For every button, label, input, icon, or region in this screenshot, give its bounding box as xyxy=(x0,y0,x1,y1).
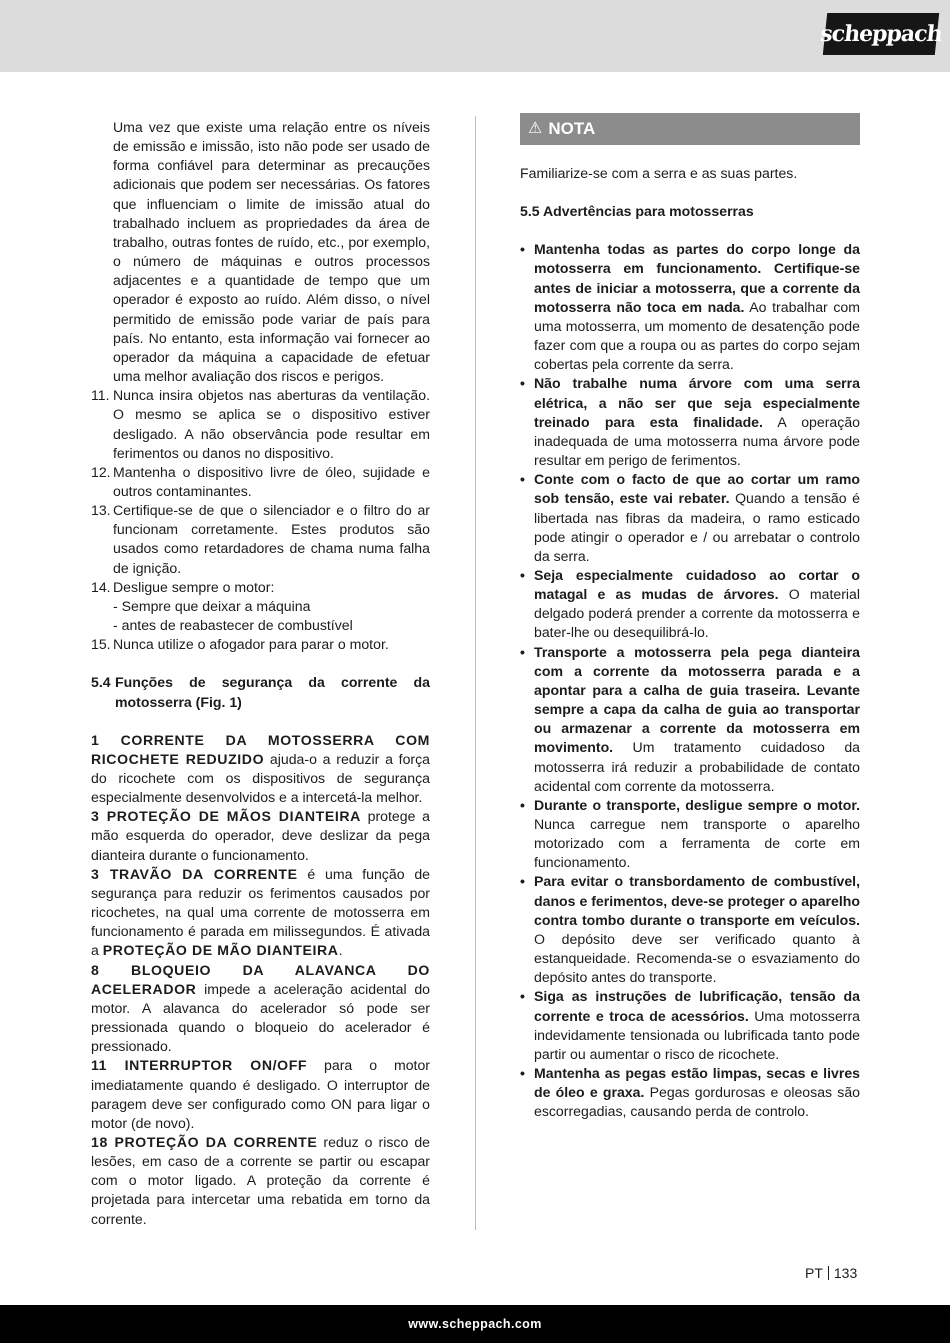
bullet-item: • Mantenha todas as partes do corpo longe da motosserra em funcionamento. Certifique-se antes de iniciar a motosserra, que a corrente da motosserra não toca em nada. Ao trabalhar com uma motosserra, um momento de desatenção pode fazer com que a roupa ou as partes do corpo sejam cobertas pela corrente da serra. xyxy=(520,241,860,373)
list-item-15: 15. Nunca utilize o afogador para parar o motor. xyxy=(91,636,389,653)
feature-paragraph: 3 PROTEÇÃO DE MÃOS DIANTEIRA protege a mão esquerda do operador, deve deslizar da pega dianteira durante o funcionamento. xyxy=(91,808,430,863)
bullet-item: • Para evitar o transbordamento de combustível, danos e ferimentos, deve-se proteger o aparelho contra tombo durante o transporte em veículos. O depósito deve ser verificado quanto à estanqueidade. Recomenda-se o esvaziamento do depósito antes do transporte. xyxy=(520,873,860,986)
list-item-12: 12. Mantenha o dispositivo livre de óleo, sujidade e outros contaminantes. xyxy=(91,463,430,499)
bullet-item: • Durante o transporte, desligue sempre o motor. Nunca carregue nem transporte o aparelho motorizado com a ferramenta de corte em funcionamento. xyxy=(520,796,860,871)
list-item-14: 14. Desligue sempre o motor: xyxy=(91,578,275,595)
bullet-item: • Seja especialmente cuidadoso ao cortar o matagal e as mudas de árvores. O material delgado poderá prender a corrente da motosserra e bater-lhe ou desequilibrá-lo. xyxy=(520,566,860,641)
bullet-item: • Transporte a motosserra pela pega dianteira com a corrente da motosserra parada e a apontar para a calha de guia traseira. Levante sempre a capa da calha de guia ao transportar ou armazenar a corrente da motosserra em movimento. Um tratamento cuidadoso da motosserra irá reduzir a probabilidade de contato acidental com corrente da motosserra. xyxy=(520,643,860,794)
header-bar xyxy=(0,0,950,72)
nota-label: NOTA xyxy=(548,119,596,139)
right-column xyxy=(520,118,860,1122)
list-item-13: 13. Certifique-se de que o silenciador e o filtro do ar funcionam corretamente. Estes produtos são usados como retardadores de chama numa falha de ignição. xyxy=(91,502,430,576)
section-heading-5-5: 5.5 Advertências para motosserras xyxy=(520,203,754,220)
feature-paragraph: 11 INTERRUPTOR ON/OFF para o motor imediatamente quando é desligado. O interruptor de paragem deve ser configurado como ON para ligar o motor (de novo). xyxy=(91,1057,430,1131)
nota-box xyxy=(520,113,860,145)
bullet-item: • Não trabalhe numa árvore com uma serra elétrica, a não ser que seja especialmente treinado para esta finalidade. A operação inadequada de uma motosserra numa árvore pode resultar em perigo de ferimentos. xyxy=(520,375,860,469)
bullet-item: • Conte com o facto de que ao cortar um ramo sob tensão, este vai rebater. Quando a tensão é libertada nas fibras da madeira, o ramo esticado pode atingir o operador e / ou arrebatar o controlo da serra. xyxy=(520,471,860,564)
bullet-item: • Mantenha as pegas estão limpas, secas e livres de óleo e graxa. Pegas gordurosas e oleosas são escorregadias, causando perda de controlo. xyxy=(520,1065,860,1120)
footer-bar xyxy=(0,1305,950,1343)
column-divider xyxy=(475,116,476,1230)
feature-paragraph: 8 BLOQUEIO DA ALAVANCA DO ACELERADOR impede a aceleração acidental do motor. A alavanca do acelerador só pode ser pressionada quando o bloqueio do acelerador é pressionado. xyxy=(91,961,430,1055)
feature-paragraph: 3 TRAVÃO DA CORRENTE é uma função de segurança para reduzir os ferimentos causados por ricochetes, na qual uma corrente de motosserra em funcionamento é parada em milissegundos. É ativada a PROTEÇÃO DE MÃO DIANTEIRA. xyxy=(91,865,430,959)
warning-triangle-icon: ⚠ xyxy=(528,120,543,138)
feature-paragraph: 1 CORRENTE DA MOTOSSERRA COM RICOCHETE REDUZIDO ajuda-o a reduzir a força do ricochete com os dispositivos de segurança especialmente desenvolvidos e a intercetá-la melhor. xyxy=(91,731,430,806)
bullet-item: • Siga as instruções de lubrificação, tensão da corrente e troca de acessórios. Uma motosserra indevidamente tensionada ou lubrificada tanto pode partir ou aumentar o risco de ricochete. xyxy=(520,988,861,1062)
list-item-11: 11. Nunca insira objetos nas aberturas da ventilação. O mesmo se aplica se o dispositivo estiver desligado. A não observância pode resultar em ferimentos ou danos no dispositivo. xyxy=(91,387,430,461)
section-heading-5-4: 5.4 Funções de segurança da corrente da motosserra (Fig. 1) xyxy=(91,674,430,710)
page-number: PT 133 xyxy=(805,1265,858,1281)
left-column xyxy=(91,118,430,1229)
intro-paragraph: Uma vez que existe uma relação entre os níveis de emissão e imissão, isto não pode ser usado de forma confiável para determinar as precauções adicionais que podem ser necessárias. Os fatores que influenciam o limite de imissão atual do trabalhado incluem as propriedades da área de trabalho, outras fontes de ruído, etc., por exemplo, o número de máquinas e outros processos adjacentes e a quantidade de tempo que um operador é exposto ao ruído. Além disso, o nível permitido de emissão pode variar de país para país. No entanto, esta informação vai fornecer ao operador da máquina a capacidade de efetuar uma melhor avaliação dos riscos e perigos. xyxy=(113,119,430,385)
feature-paragraph: 18 PROTEÇÃO DA CORRENTE reduz o risco de lesões, em caso de a corrente se partir ou escapar com o motor ligado. A proteção da corrente é projetada para intercetar uma rebatida em torno da corrente. xyxy=(91,1133,430,1227)
sub-item: - antes de reabastecer de combustível xyxy=(113,617,353,634)
website-link[interactable]: www.scheppach.com xyxy=(408,1317,542,1331)
sub-item: - Sempre que deixar a máquina xyxy=(113,597,311,614)
scheppach-logo: scheppach xyxy=(823,13,939,55)
nota-text: Familiarize-se com a serra e as suas partes. xyxy=(520,165,798,181)
